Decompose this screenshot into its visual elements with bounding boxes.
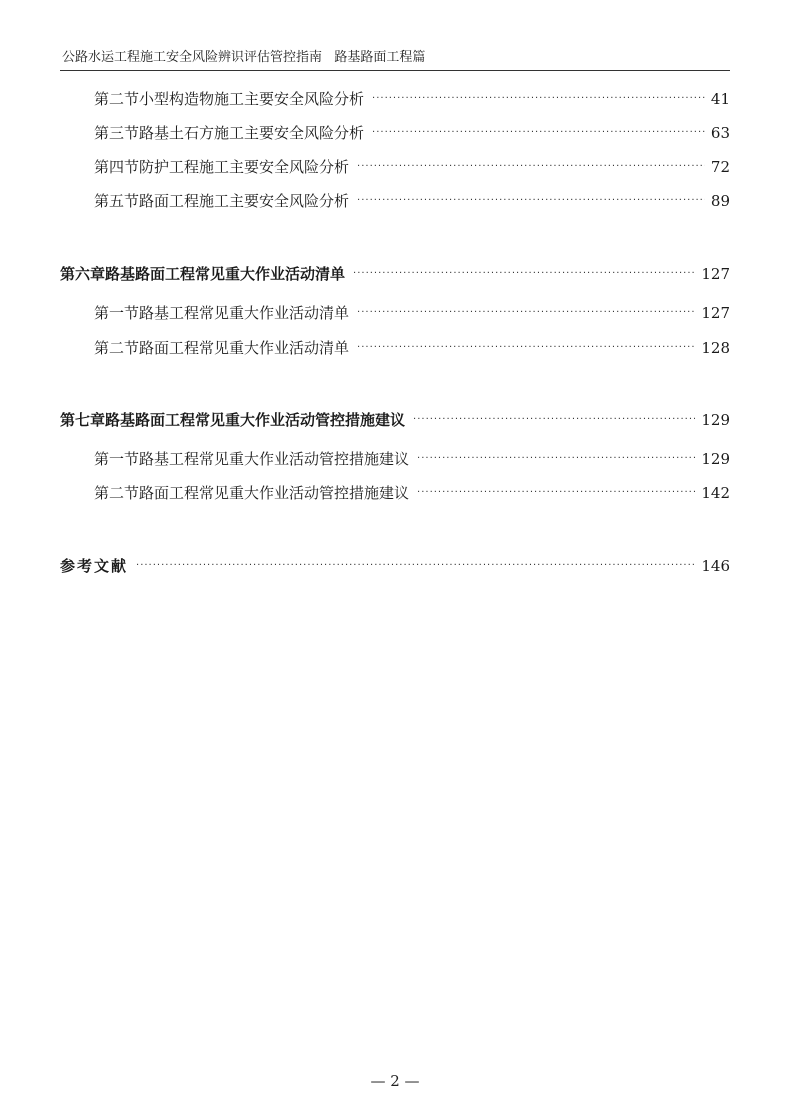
- toc-chapter-entry[interactable]: [0, 263, 790, 287]
- toc-entry-title: 小型构造物施工主要安全风险分析: [139, 90, 365, 108]
- toc-entry-page: 63: [710, 124, 730, 142]
- toc-entry-number: 第二节: [94, 339, 140, 357]
- header-rule: [60, 70, 730, 71]
- dot-leader: [357, 342, 695, 353]
- dot-leader: [413, 414, 695, 425]
- toc-chapter-page: 129: [701, 411, 730, 429]
- page-number: — 2 —: [370, 1072, 420, 1090]
- toc-entry[interactable]: [0, 302, 790, 326]
- toc-entry[interactable]: [0, 337, 790, 361]
- toc-entry-page: 142: [701, 484, 730, 502]
- toc-chapter-page: 127: [701, 265, 730, 283]
- toc-entry[interactable]: [0, 190, 790, 214]
- toc-references-page: 146: [701, 557, 730, 575]
- toc-entry-page: 129: [701, 450, 730, 468]
- toc-entry-number: 第五节: [94, 192, 140, 210]
- toc-entry-title: 路面工程常见重大作业活动管控措施建议: [139, 484, 410, 502]
- toc-entry[interactable]: [0, 448, 790, 472]
- toc-chapter-title: 路基路面工程常见重大作业活动管控措施建议: [105, 411, 406, 429]
- dot-leader: [353, 268, 695, 279]
- toc-entry-number: 第三节: [94, 124, 140, 142]
- dot-leader: [372, 127, 705, 138]
- volume-title: 路基路面工程篇: [334, 50, 426, 65]
- toc-entry-title: 路基土石方施工主要安全风险分析: [139, 124, 365, 142]
- dot-leader: [417, 487, 695, 498]
- toc-entry[interactable]: [0, 156, 790, 180]
- toc-entry-number: 第二节: [94, 484, 140, 502]
- dot-leader: [136, 560, 695, 571]
- toc-chapter-number: 第七章: [60, 411, 106, 429]
- toc-entry-title: 路面工程常见重大作业活动清单: [139, 339, 350, 357]
- toc-chapter-entry[interactable]: [0, 409, 790, 433]
- dot-leader: [357, 195, 705, 206]
- toc-entry-title: 路基工程常见重大作业活动管控措施建议: [139, 450, 410, 468]
- toc-references-entry[interactable]: [0, 555, 790, 579]
- toc-entry[interactable]: [0, 482, 790, 506]
- toc-entry-number: 第四节: [94, 158, 140, 176]
- dot-leader: [417, 453, 695, 464]
- running-header: [62, 46, 425, 65]
- toc-entry-page: 128: [701, 339, 730, 357]
- toc-entry-page: 41: [710, 90, 730, 108]
- dot-leader: [357, 161, 705, 172]
- toc-entry-title: 防护工程施工主要安全风险分析: [139, 158, 350, 176]
- toc-entry-title: 路面工程施工主要安全风险分析: [139, 192, 350, 210]
- toc-entry-page: 127: [701, 304, 730, 322]
- toc-entry-number: 第一节: [94, 450, 140, 468]
- toc-entry[interactable]: [0, 88, 790, 112]
- toc-entry-title: 路基工程常见重大作业活动清单: [139, 304, 350, 322]
- dot-leader: [357, 307, 695, 318]
- toc-chapter-number: 第六章: [60, 265, 106, 283]
- toc-entry-page: 72: [710, 158, 730, 176]
- toc-entry-page: 89: [710, 192, 730, 210]
- book-title: 公路水运工程施工安全风险辨识评估管控指南: [62, 50, 323, 65]
- toc-entry-number: 第一节: [94, 304, 140, 322]
- toc-entry[interactable]: [0, 122, 790, 146]
- toc-chapter-title: 路基路面工程常见重大作业活动清单: [105, 265, 346, 283]
- dot-leader: [372, 93, 705, 104]
- toc-entry-number: 第二节: [94, 90, 140, 108]
- toc-references-title: 参考文献: [60, 557, 129, 575]
